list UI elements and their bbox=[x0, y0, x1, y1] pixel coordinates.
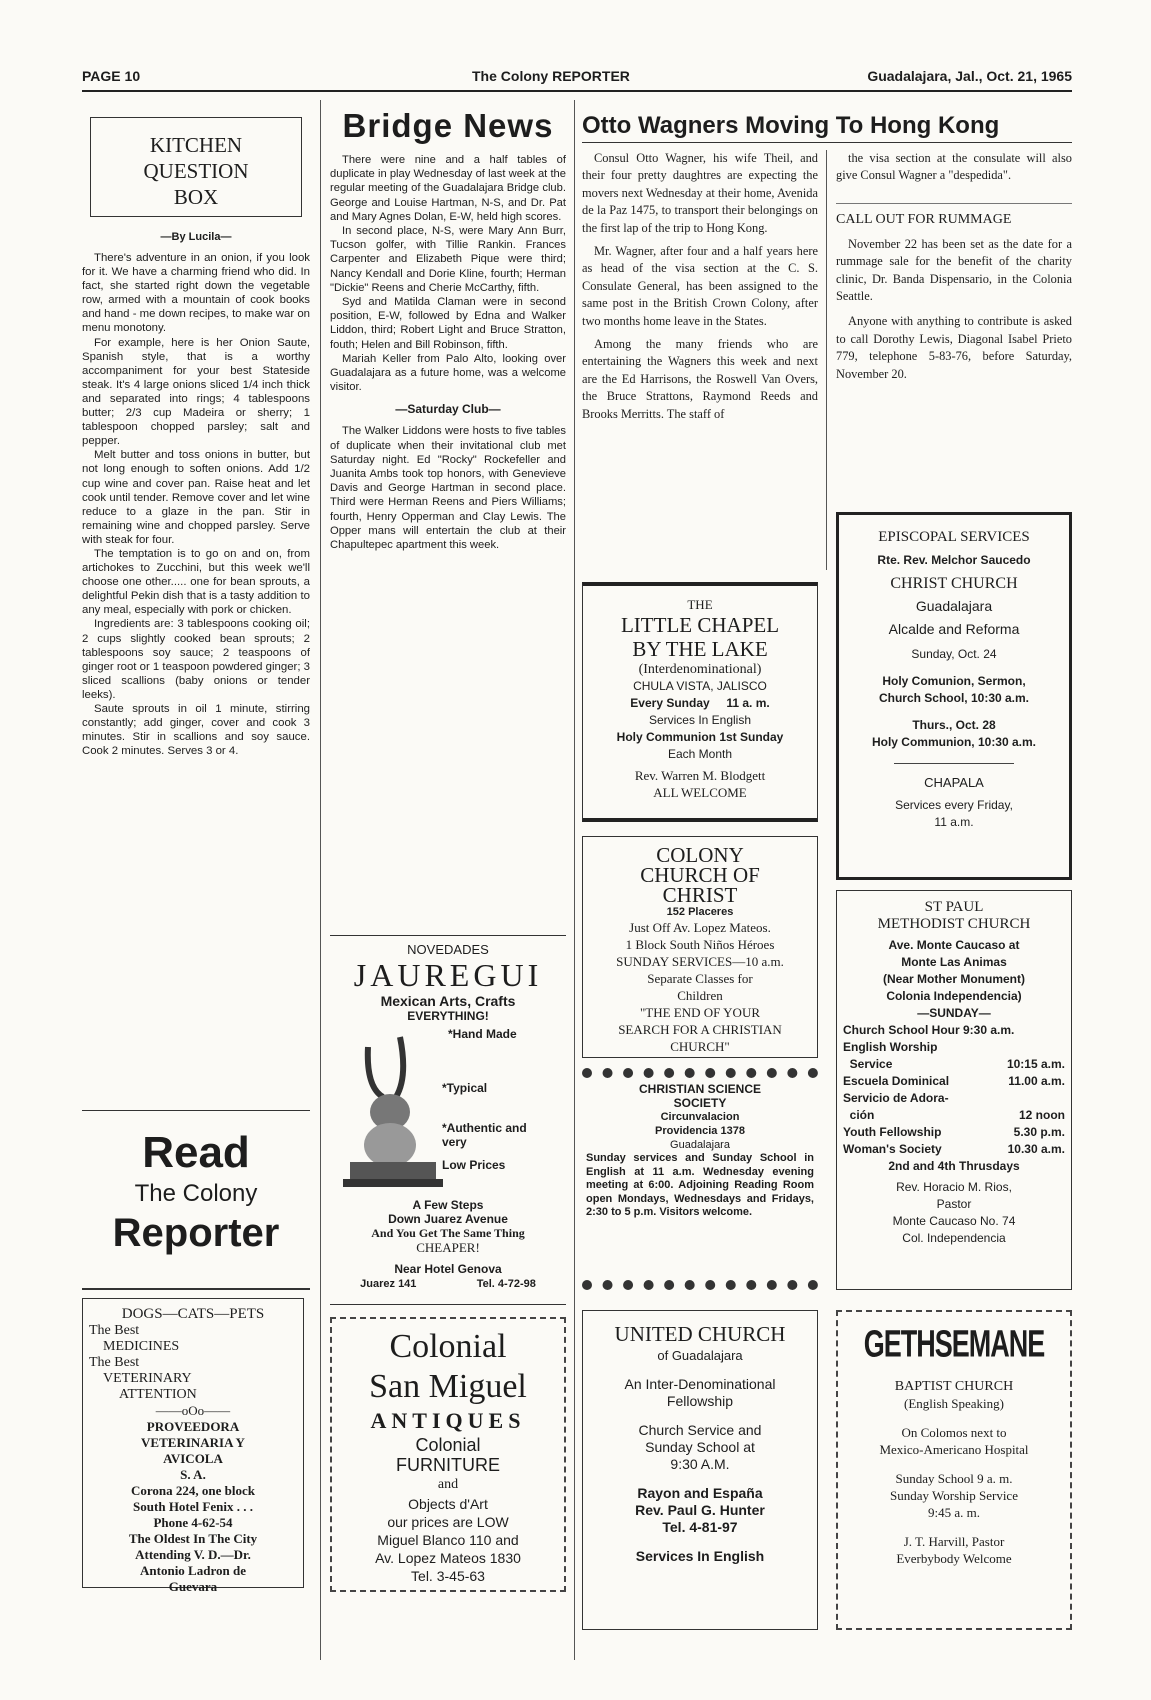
schedule-row bbox=[843, 1073, 1065, 1090]
chapel-line: Every Sunday 11 a. m. bbox=[630, 696, 770, 710]
jauregui-line: NOVEDADES bbox=[407, 942, 489, 957]
bridge-para: Syd and Matilda Claman were in second position, E-W, followed by Edna and Walker Liddon, third; Robert Light and Bruce Stratton, fouth; Helen and Bill Robinson, fifth. bbox=[330, 296, 566, 351]
column-1 bbox=[82, 105, 310, 1665]
episcopal-line: Church School, 10:30 a.m. bbox=[878, 691, 1030, 705]
jauregui-line: A Few Steps bbox=[412, 1198, 484, 1212]
st-paul-methodist-ad bbox=[836, 890, 1072, 1290]
pets-line: VETERINARY bbox=[103, 1371, 192, 1386]
bridge-article bbox=[330, 153, 566, 552]
pets-line: Antonio Ladron de bbox=[140, 1563, 246, 1578]
wagner-para: the visa section at the consulate will also give Consul Wagner a "despedida". bbox=[836, 151, 1072, 183]
pets-line: The Best bbox=[89, 1355, 140, 1370]
kitchen-title-3: BOX bbox=[173, 185, 219, 209]
episcopal-services-ad bbox=[836, 512, 1072, 880]
schedule-time: 12 noon bbox=[1018, 1108, 1065, 1122]
jauregui-line: EVERYTHING! bbox=[407, 1009, 489, 1023]
jauregui-address bbox=[330, 1278, 566, 1290]
chapel-line: THE bbox=[687, 597, 713, 612]
pets-line: South Hotel Fenix . . . bbox=[133, 1499, 253, 1514]
chapel-line: Holy Communion 1st Sunday bbox=[616, 730, 784, 744]
methodist-line: ST PAUL bbox=[924, 899, 984, 915]
gethsemane-ad bbox=[836, 1310, 1072, 1630]
jauregui-feature: *Typical bbox=[442, 1081, 488, 1095]
wagner-article-part-1 bbox=[582, 150, 818, 423]
bridge-para: The Walker Liddons were hosts to five tables of duplicate when their invitational club met Saturday night. Ed "Rocky" Rockefeller and Juanita Ambs took top honors, with Genevieve Davis and George Hartman in second place. Third were Herman Reens and Piers Williams; fourth, Henry Opperman and Clay Lewis. The Opper mans will entertain the club at their Chapultepec apartment this week. bbox=[330, 425, 566, 552]
methodist-schedule bbox=[843, 1022, 1065, 1158]
science-line: Circunvalacion bbox=[660, 1111, 740, 1123]
jauregui-street: Juarez 141 bbox=[360, 1278, 417, 1290]
chapel-line: BY THE LAKE bbox=[632, 637, 768, 661]
page-number: PAGE 10 bbox=[82, 68, 141, 84]
wagner-para: Consul Otto Wagner, his wife Theil, and their four pretty daughtres are expecting the movers next Wednesday at their home, Avenida de la Paz 1475, to transport their belongings on the first lap of the trip to Hong Kong. bbox=[582, 151, 818, 235]
chapel-line: Rev. Warren M. Blodgett bbox=[634, 768, 766, 783]
pets-line: Attending V. D.—Dr. bbox=[135, 1547, 251, 1562]
methodist-line: —SUNDAY— bbox=[917, 1006, 991, 1020]
wagner-headline: Otto Wagners Moving To Hong Kong bbox=[582, 110, 1072, 143]
chapel-line: LITTLE CHAPEL bbox=[620, 613, 780, 637]
schedule-row bbox=[843, 1056, 1065, 1073]
episcopal-line: Alcalde and Reforma bbox=[888, 621, 1020, 637]
jauregui-line: And You Get The Same Thing bbox=[371, 1226, 525, 1240]
gethsemane-line: (English Speaking) bbox=[903, 1396, 1004, 1411]
methodist-line: Monte Caucaso No. 74 bbox=[892, 1214, 1016, 1228]
colonial-line: Av. Lopez Mateos 1830 bbox=[375, 1550, 521, 1566]
kitchen-title-box bbox=[90, 117, 302, 217]
schedule-row bbox=[843, 1124, 1065, 1141]
chapel-line: Each Month bbox=[667, 747, 733, 761]
episcopal-line: CHAPALA bbox=[924, 775, 984, 790]
united-church-ad bbox=[582, 1310, 818, 1630]
colonial-line: FURNITURE bbox=[396, 1455, 500, 1475]
schedule-time: 11.00 a.m. bbox=[1008, 1074, 1065, 1088]
rummage-subhead: CALL OUT FOR RUMMAGE bbox=[836, 203, 1072, 228]
colony-church-of-christ-ad bbox=[582, 836, 818, 1058]
pets-separator: ——oOo—— bbox=[155, 1403, 231, 1418]
colonial-line: Objects d'Art bbox=[408, 1496, 488, 1512]
coc-line: SEARCH FOR A CHRISTIAN bbox=[618, 1022, 782, 1037]
bridge-para: In second place, N-S, were Mary Ann Burr, Tucson golfer, with Tillie Rankin. Frances Carpenter and Elizabeth Pique were third; Nancy Kendall and Dorie Kline, fourth; Herman "Dickie" Reens and Cherie McCarthy, fifth. bbox=[330, 225, 566, 294]
rummage-para: November 22 has been set as the date for a rummage sale for the benefit of the charity clinic, Dr. Banda Dispensario, in the Colonia Seattle. bbox=[836, 236, 1072, 304]
episcopal-line: Services every Friday, bbox=[895, 798, 1013, 812]
coc-line: SUNDAY SERVICES—10 a.m. bbox=[616, 954, 784, 969]
coc-line: CHRIST bbox=[662, 883, 738, 907]
coc-line: CHURCH" bbox=[670, 1039, 730, 1054]
pets-line: PROVEEDORA bbox=[146, 1419, 240, 1434]
coc-line: 152 Placeres bbox=[666, 906, 734, 918]
read-colony-reporter-ad bbox=[82, 1110, 310, 1290]
jauregui-phone: Tel. 4-72-98 bbox=[476, 1278, 536, 1290]
united-line: Tel. 4-81-97 bbox=[662, 1519, 738, 1535]
kitchen-para: There's adventure in an onion, if you look for it. We have a charming friend who did. In fact, she started right down the vegetable row, armed with a mountain of cook books and hand - me down recipes, to make war on menu monotony. bbox=[82, 252, 310, 335]
pets-line: ATTENTION bbox=[119, 1387, 197, 1402]
gethsemane-name: GETHSEMANE bbox=[863, 1323, 1045, 1365]
jauregui-name: JAUREGUI bbox=[353, 957, 543, 993]
episcopal-divider bbox=[894, 763, 1014, 764]
schedule-row bbox=[843, 1107, 1065, 1124]
rummage-para: Anyone with anything to contribute is asked to call Dorothy Lewis, Diagonal Isabel Prieto 779, telephone 5-83-76, before Saturday, November 20. bbox=[836, 314, 1072, 381]
methodist-line: Rev. Horacio M. Rios, bbox=[896, 1180, 1012, 1194]
chapel-line: CHULA VISTA, JALISCO bbox=[633, 679, 767, 693]
pets-line: MEDICINES bbox=[103, 1339, 180, 1354]
schedule-activity: ción bbox=[843, 1108, 875, 1122]
science-line: SOCIETY bbox=[673, 1096, 727, 1110]
paper-title: The Colony REPORTER bbox=[472, 68, 630, 84]
schedule-activity: Service bbox=[843, 1057, 893, 1071]
colonial-san-miguel-ad bbox=[330, 1317, 566, 1592]
schedule-row bbox=[843, 1039, 1065, 1056]
bridge-para: There were nine and a half tables of duplicate in play Wednesday of last week at the regular meeting of the Guadalajara Bridge club. George and Louise Hartman, N-S, and Dr. Pat and Mary Agnes Dolan, E-W, held high scores. bbox=[330, 154, 566, 223]
jauregui-ad bbox=[330, 935, 566, 1305]
rabbit-figure-icon bbox=[338, 1027, 448, 1192]
kitchen-title-2: QUESTION bbox=[143, 159, 249, 183]
christian-science-ad bbox=[582, 1068, 818, 1290]
schedule-row bbox=[843, 1090, 1065, 1107]
coc-line: CHURCH OF bbox=[640, 863, 760, 887]
kitchen-para: Saute sprouts in oil 1 minute, stirring constantly; add ginger, cover and cook 3 minutes. Stir in scallions and soy sauce. Cook 2 minutes. Serves 3 or 4. bbox=[82, 703, 310, 758]
methodist-line: Ave. Monte Caucaso at bbox=[888, 938, 1020, 952]
kitchen-article bbox=[82, 251, 310, 758]
column-rule bbox=[574, 100, 575, 1660]
episcopal-line: Sunday, Oct. 24 bbox=[911, 647, 997, 661]
pets-title: DOGS—CATS—PETS bbox=[121, 1306, 265, 1322]
episcopal-line: 11 a.m. bbox=[934, 815, 974, 829]
gethsemane-line: 9:45 a. m. bbox=[928, 1505, 980, 1520]
colonial-line: Colonial bbox=[389, 1328, 507, 1365]
science-line: Providencia 1378 bbox=[655, 1125, 745, 1137]
pets-line: The Oldest In The City bbox=[128, 1531, 258, 1546]
read-ad-line: Reporter bbox=[112, 1211, 280, 1255]
chapel-line: ALL WELCOME bbox=[653, 785, 747, 800]
colonial-line: Miguel Blanco 110 and bbox=[377, 1532, 519, 1548]
jauregui-line: Mexican Arts, Crafts bbox=[380, 993, 516, 1009]
column-3 bbox=[582, 150, 818, 1660]
schedule-activity: Youth Fellowship bbox=[843, 1125, 942, 1139]
column-4 bbox=[836, 150, 1072, 1660]
united-line: Sunday School at bbox=[645, 1439, 755, 1455]
gethsemane-line: Sunday School 9 a. m. bbox=[895, 1471, 1013, 1486]
jauregui-art bbox=[330, 1023, 566, 1198]
gethsemane-line: J. T. Harvill, Pastor bbox=[903, 1534, 1005, 1549]
jauregui-line: Near Hotel Genova bbox=[394, 1262, 502, 1276]
column-2 bbox=[330, 105, 566, 1665]
schedule-activity: Servicio de Adora- bbox=[843, 1091, 949, 1105]
column-rule bbox=[826, 150, 827, 570]
kitchen-para: Melt butter and toss onions in butter, but not long enough to soften onions. Add 1/2 cup wine and cover pan. Raise heat and let cook until tender. Remove cover and let wine reduce to a glaze in the pan. Stir in remaining wine and chopped parsley. Serve with steak for four. bbox=[82, 449, 310, 546]
jauregui-feature: Low Prices bbox=[442, 1158, 506, 1172]
methodist-line: (Near Mother Monument) bbox=[883, 972, 1025, 986]
kitchen-para: The temptation is to go on and on, from artichokes to Zucchini, but this week we'll choose one other..... one for bean sprouts, a delightful Pekin dish that is a tasty addition to any meal, especially with pork or chicken. bbox=[82, 547, 310, 617]
gethsemane-line: Sunday Worship Service bbox=[890, 1488, 1018, 1503]
schedule-time: 10:15 a.m. bbox=[1006, 1057, 1065, 1071]
wagner-para: Mr. Wagner, after four and a half years here as head of the visa section at the C. S. Consulate General, has been assigned to the same post in the British Crown Colony, after two months home leave in the States. bbox=[582, 244, 818, 328]
dateline: Guadalajara, Jal., Oct. 21, 1965 bbox=[867, 68, 1072, 84]
chapel-line: Services In English bbox=[648, 713, 752, 727]
science-line: CHRISTIAN SCIENCE bbox=[638, 1082, 761, 1096]
saturday-club-subhead: —Saturday Club— bbox=[395, 402, 501, 417]
united-line: UNITED CHURCH bbox=[614, 1322, 786, 1346]
coc-line: 1 Block South Niños Héroes bbox=[625, 937, 775, 952]
pets-line: Guevara bbox=[168, 1579, 218, 1594]
gethsemane-line: Everbybody Welcome bbox=[896, 1551, 1012, 1566]
coc-line: COLONY bbox=[656, 843, 744, 867]
colonial-line: San Miguel bbox=[369, 1368, 527, 1405]
gethsemane-line: Mexico-Americano Hospital bbox=[879, 1442, 1029, 1457]
coc-line: Separate Classes for bbox=[647, 971, 753, 986]
methodist-line: Pastor bbox=[936, 1197, 972, 1211]
kitchen-para: Ingredients are: 3 tablespoons cooking oil; 2 cups slightly cooked bean sprouts; 2 tablespoons soy sauce; 2 teaspoons of ginger root or 1 teaspoon powdered ginger; 3 sliced scallions (baby onions or tender leeks). bbox=[82, 618, 310, 701]
episcopal-line: Holy Comunion, Sermon, bbox=[882, 674, 1026, 688]
gethsemane-line: On Colomos next to bbox=[901, 1425, 1007, 1440]
united-line: Church Service and bbox=[638, 1422, 762, 1438]
read-ad-line: The Colony bbox=[134, 1180, 258, 1207]
colonial-line: Colonial bbox=[415, 1435, 481, 1455]
kitchen-para: For example, here is her Onion Saute, Spanish style, that is a worthy accompaniment for your best Stateside steak. It's 4 large onions sliced 1/4 inch thick and separated into rings; 4 tablespoons butter; 2/3 cup Madeira or sherry; 1 tablespoon chopped parsley; salt and pepper. bbox=[82, 336, 310, 448]
schedule-activity: Church School Hour 9:30 a.m. bbox=[843, 1023, 1015, 1037]
episcopal-line: Guadalajara bbox=[915, 598, 993, 614]
schedule-time: 10.30 a.m. bbox=[1007, 1142, 1065, 1156]
bridge-para: Mariah Keller from Palo Alto, looking over Guadalajara as a future home, was a welcome visitor. bbox=[330, 352, 566, 394]
page-header bbox=[82, 68, 1072, 92]
schedule-row bbox=[843, 1141, 1065, 1158]
episcopal-line: CHRIST CHURCH bbox=[890, 575, 1018, 592]
jauregui-line: CHEAPER! bbox=[416, 1240, 480, 1255]
pets-line: AVICOLA bbox=[163, 1451, 223, 1466]
wagner-para: Among the many friends who are entertaining the Wagners this week and next are the Ed Harrisons, the Roswell Van Overs, the Bruce Strattons, Raymond Reeds and Brooks Merritts. The staff of bbox=[582, 337, 818, 421]
kitchen-byline: —By Lucila— bbox=[160, 231, 232, 243]
united-line: of Guadalajara bbox=[657, 1348, 743, 1363]
pets-line: Phone 4-62-54 bbox=[153, 1515, 233, 1530]
pets-ad bbox=[82, 1298, 304, 1594]
united-line: Services In English bbox=[635, 1548, 765, 1564]
kitchen-title-1: KITCHEN bbox=[149, 133, 243, 157]
united-line: An Inter-Denominational bbox=[624, 1376, 776, 1392]
little-chapel-ad bbox=[582, 582, 818, 822]
jauregui-line: Down Juarez Avenue bbox=[388, 1212, 508, 1226]
colonial-line: Tel. 3-45-63 bbox=[411, 1568, 485, 1584]
pets-line: VETERINARIA Y bbox=[141, 1435, 245, 1450]
schedule-activity: Escuela Dominical bbox=[843, 1074, 950, 1088]
jauregui-feature: *Authentic and very bbox=[442, 1121, 527, 1149]
colonial-line: ANTIQUES bbox=[370, 1408, 526, 1433]
coc-line: Just Off Av. Lopez Mateos. bbox=[629, 920, 771, 935]
episcopal-line: Thurs., Oct. 28 bbox=[912, 718, 996, 732]
science-body: Sunday services and Sunday School in English at 11 a.m. Wednesday evening meeting at 6:00. Adjoining Reading Room open Mondays, Wednesdays and Fridays, 2:30 to 5 p.m. Visitors welcome. bbox=[586, 1152, 814, 1219]
bridge-news-title: Bridge News bbox=[342, 107, 554, 144]
column-rule bbox=[320, 100, 321, 1660]
united-line: Rev. Paul G. Hunter bbox=[635, 1502, 765, 1518]
episcopal-line: Rte. Rev. Melchor Saucedo bbox=[877, 553, 1031, 567]
gethsemane-line: BAPTIST CHURCH bbox=[894, 1379, 1014, 1394]
chapel-line: (Interdenominational) bbox=[638, 662, 762, 677]
pets-line: Corona 224, one block bbox=[131, 1483, 255, 1498]
read-ad-line: Read bbox=[142, 1128, 250, 1177]
colonial-line: and bbox=[437, 1477, 459, 1492]
methodist-line: Col. Independencia bbox=[902, 1231, 1006, 1245]
pets-line: S. A. bbox=[180, 1467, 206, 1482]
science-line: Guadalajara bbox=[670, 1139, 730, 1151]
coc-line: "THE END OF YOUR bbox=[639, 1005, 760, 1020]
schedule-time: 5.30 p.m. bbox=[1013, 1125, 1065, 1139]
jauregui-feature: *Hand Made bbox=[448, 1027, 517, 1041]
coc-line: Children bbox=[677, 988, 723, 1003]
schedule-activity: Woman's Society bbox=[843, 1142, 942, 1156]
colonial-line: our prices are LOW bbox=[387, 1514, 509, 1530]
united-line: Fellowship bbox=[666, 1393, 734, 1409]
methodist-line: METHODIST CHURCH bbox=[877, 916, 1031, 932]
schedule-row bbox=[843, 1022, 1065, 1039]
united-line: Rayon and España bbox=[637, 1485, 763, 1501]
schedule-activity: English Worship bbox=[843, 1040, 938, 1054]
episcopal-line: Holy Communion, 10:30 a.m. bbox=[871, 735, 1037, 749]
methodist-line: Colonia Independencia) bbox=[886, 989, 1022, 1003]
united-line: 9:30 A.M. bbox=[670, 1456, 730, 1472]
methodist-line: Monte Las Animas bbox=[901, 955, 1007, 969]
pets-line: The Best bbox=[89, 1323, 140, 1338]
episcopal-line: EPISCOPAL SERVICES bbox=[878, 529, 1030, 545]
methodist-line: 2nd and 4th Thrusdays bbox=[888, 1159, 1020, 1173]
